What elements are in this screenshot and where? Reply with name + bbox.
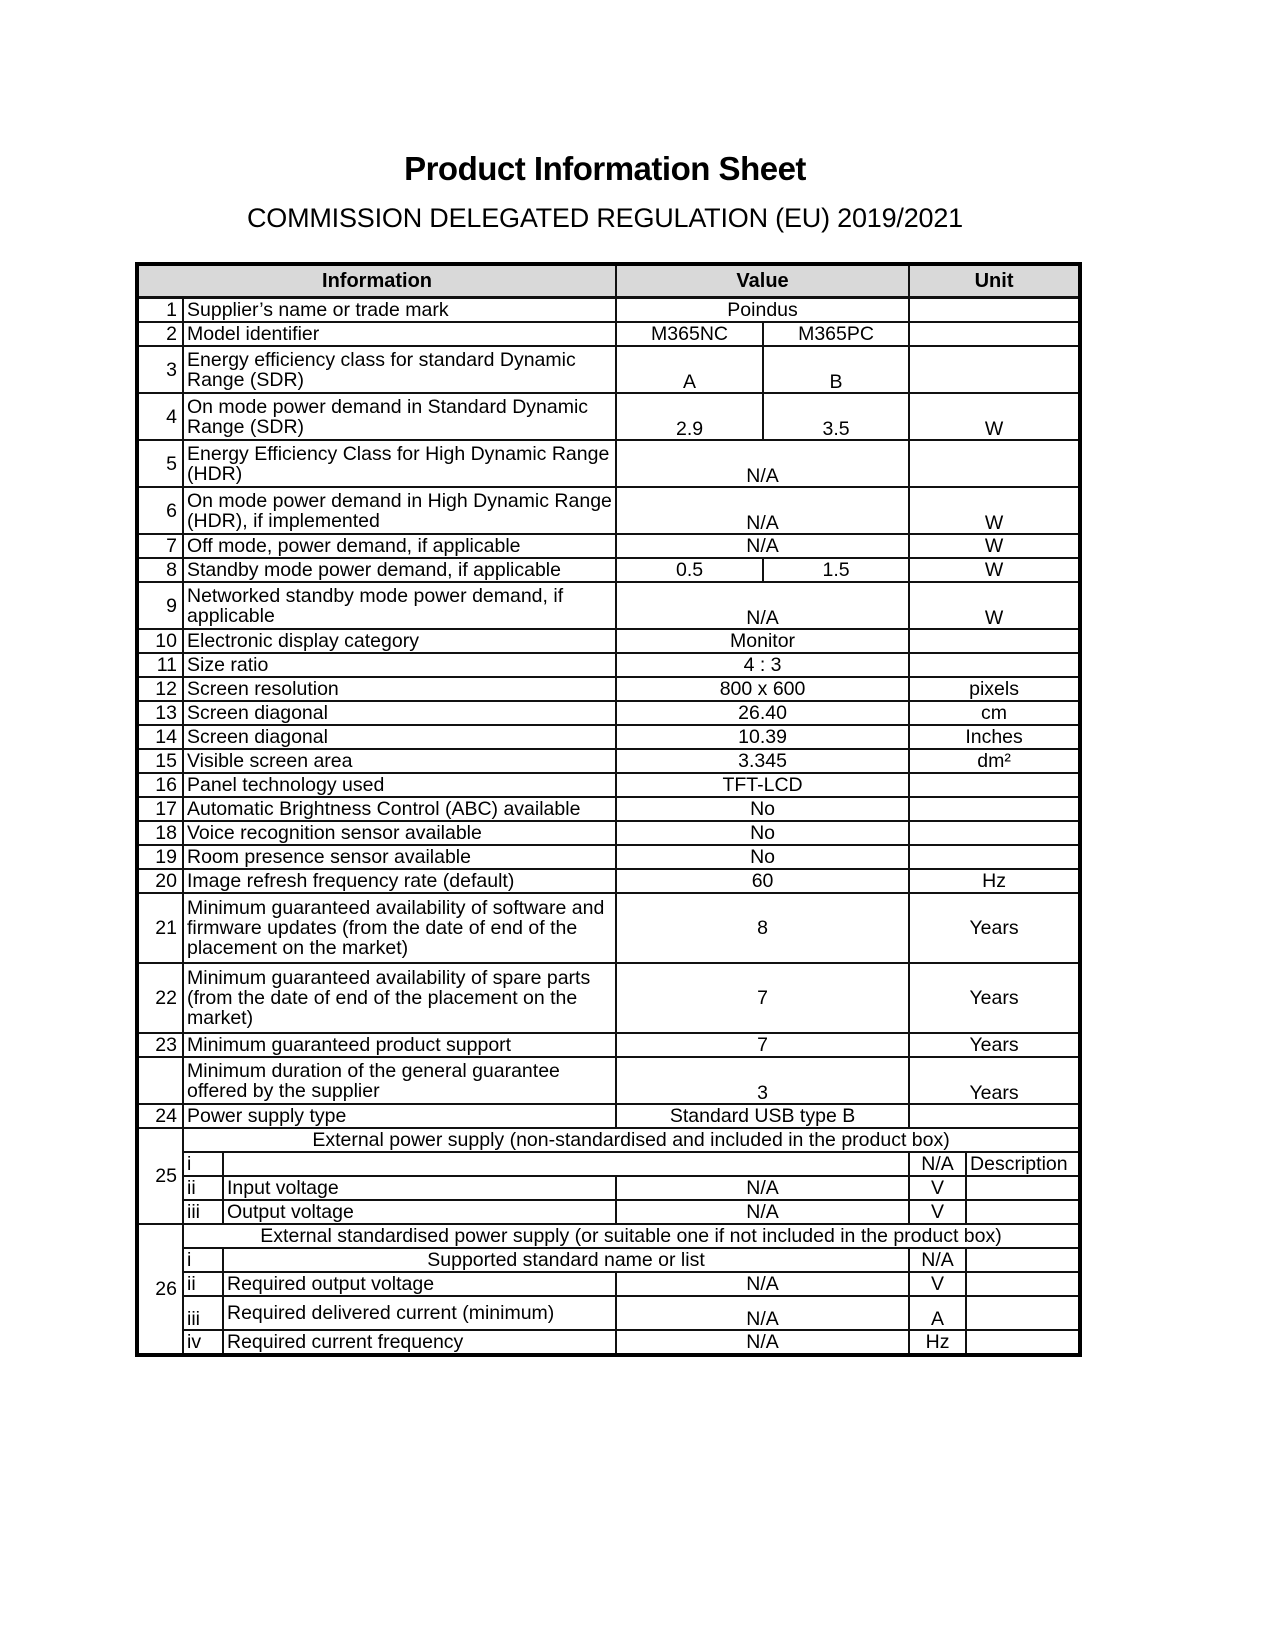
- sub-row-label: Supported standard name or list: [223, 1248, 909, 1272]
- table-row: [137, 1176, 1080, 1200]
- sub-row-label: Input voltage: [223, 1176, 616, 1200]
- row-value: 10.39: [616, 725, 909, 749]
- row-number: 2: [137, 322, 183, 346]
- row-unit: W: [909, 558, 1080, 582]
- column-header-unit: Unit: [909, 264, 1080, 298]
- row-number: 7: [137, 534, 183, 558]
- row-unit: [909, 322, 1080, 346]
- row-info: Energy Efficiency Class for High Dynamic Range (HDR): [183, 440, 616, 487]
- sub-row-roman: iv: [183, 1330, 223, 1355]
- row-number: 21: [137, 893, 183, 963]
- sub-row-label: Output voltage: [223, 1200, 616, 1224]
- row-value: N/A: [616, 582, 909, 629]
- table-row: [137, 346, 1080, 393]
- row-info: Screen resolution: [183, 677, 616, 701]
- row-info: Voice recognition sensor available: [183, 821, 616, 845]
- sub-row-unit: N/A: [909, 1248, 966, 1272]
- row-number: 10: [137, 629, 183, 653]
- table-row: [137, 440, 1080, 487]
- row-unit: W: [909, 534, 1080, 558]
- table-row: [137, 701, 1080, 725]
- row-number: 17: [137, 797, 183, 821]
- sub-row-unit: V: [909, 1176, 966, 1200]
- sub-row-extra: [966, 1330, 1080, 1355]
- sub-row-label: Required current frequency: [223, 1330, 616, 1355]
- table-row: [137, 963, 1080, 1033]
- section-26-heading: External standardised power supply (or suitable one if not included in the product box): [183, 1224, 1080, 1248]
- sub-row-unit: V: [909, 1272, 966, 1296]
- row-value-model-b: M365PC: [763, 322, 909, 346]
- section-26-heading-row: [137, 1224, 1080, 1248]
- column-header-value: Value: [616, 264, 909, 298]
- row-info: Off mode, power demand, if applicable: [183, 534, 616, 558]
- table-row: [137, 582, 1080, 629]
- table-row: [137, 845, 1080, 869]
- table-row: [137, 797, 1080, 821]
- sub-row-label: Required delivered current (minimum): [223, 1296, 616, 1330]
- row-number: 14: [137, 725, 183, 749]
- table-row: [137, 322, 1080, 346]
- sub-row-roman: ii: [183, 1272, 223, 1296]
- row-value: N/A: [616, 534, 909, 558]
- row-number: 22: [137, 963, 183, 1033]
- row-number: 13: [137, 701, 183, 725]
- row-unit: [909, 440, 1080, 487]
- sub-row-unit: Hz: [909, 1330, 966, 1355]
- sub-row-value: N/A: [616, 1296, 909, 1330]
- sub-row-description: Description: [966, 1152, 1080, 1176]
- sub-row-roman: iii: [183, 1296, 223, 1330]
- row-number: 26: [137, 1224, 183, 1355]
- row-unit: cm: [909, 701, 1080, 725]
- row-value: 800 x 600: [616, 677, 909, 701]
- sub-row-roman: i: [183, 1248, 223, 1272]
- section-25-heading-row: [137, 1128, 1080, 1152]
- row-number: 8: [137, 558, 183, 582]
- row-number: 23: [137, 1033, 183, 1057]
- row-number: 18: [137, 821, 183, 845]
- table-row: [137, 1200, 1080, 1224]
- table-row: [137, 653, 1080, 677]
- row-info: Minimum duration of the general guarantee offered by the supplier: [183, 1057, 616, 1104]
- table-row: [137, 1330, 1080, 1355]
- row-info: Minimum guaranteed product support: [183, 1033, 616, 1057]
- column-header-information: Information: [137, 264, 616, 298]
- table-row: [137, 749, 1080, 773]
- row-value: TFT-LCD: [616, 773, 909, 797]
- table-row: [137, 1248, 1080, 1272]
- section-25-heading: External power supply (non-standardised and included in the product box): [183, 1128, 1080, 1152]
- row-number: 12: [137, 677, 183, 701]
- row-value: 7: [616, 963, 909, 1033]
- row-value: 3.345: [616, 749, 909, 773]
- row-unit: Years: [909, 893, 1080, 963]
- sub-row-unit: N/A: [909, 1152, 966, 1176]
- row-number: 20: [137, 869, 183, 893]
- row-number: [137, 1057, 183, 1104]
- sub-row-value: N/A: [616, 1330, 909, 1355]
- row-value: N/A: [616, 440, 909, 487]
- row-info: Panel technology used: [183, 773, 616, 797]
- table-row: [137, 629, 1080, 653]
- row-unit: pixels: [909, 677, 1080, 701]
- table-row: [137, 1296, 1080, 1330]
- sub-row-label: [223, 1152, 909, 1176]
- row-value-model-b: B: [763, 346, 909, 393]
- row-info: Energy efficiency class for standard Dynamic Range (SDR): [183, 346, 616, 393]
- table-row: [137, 558, 1080, 582]
- row-unit: [909, 653, 1080, 677]
- regulation-subtitle: COMMISSION DELEGATED REGULATION (EU) 2019/2021: [247, 203, 963, 233]
- row-info: Screen diagonal: [183, 701, 616, 725]
- row-unit: Years: [909, 1057, 1080, 1104]
- row-unit: W: [909, 393, 1080, 440]
- row-value: Monitor: [616, 629, 909, 653]
- table-row: [137, 487, 1080, 534]
- row-unit: [909, 845, 1080, 869]
- row-value: 3: [616, 1057, 909, 1104]
- row-unit: W: [909, 582, 1080, 629]
- table-row: [137, 821, 1080, 845]
- row-info: Networked standby mode power demand, if applicable: [183, 582, 616, 629]
- row-value: 8: [616, 893, 909, 963]
- sub-row-unit: A: [909, 1296, 966, 1330]
- row-info: Standby mode power demand, if applicable: [183, 558, 616, 582]
- table-row: [137, 298, 1080, 323]
- row-number: 19: [137, 845, 183, 869]
- table-row: [137, 1033, 1080, 1057]
- product-info-table: [135, 262, 1082, 1357]
- row-value: No: [616, 845, 909, 869]
- row-value-model-b: 1.5: [763, 558, 909, 582]
- row-info: On mode power demand in Standard Dynamic Range (SDR): [183, 393, 616, 440]
- row-number: 15: [137, 749, 183, 773]
- row-info: Power supply type: [183, 1104, 616, 1128]
- row-value: 26.40: [616, 701, 909, 725]
- row-info: Automatic Brightness Control (ABC) available: [183, 797, 616, 821]
- row-unit: [909, 1104, 1080, 1128]
- row-unit: Hz: [909, 869, 1080, 893]
- row-value: N/A: [616, 487, 909, 534]
- row-number: 1: [137, 298, 183, 323]
- sub-row-extra: [966, 1176, 1080, 1200]
- row-number: 6: [137, 487, 183, 534]
- row-value-model-a: A: [616, 346, 763, 393]
- row-value: No: [616, 797, 909, 821]
- row-unit: [909, 298, 1080, 323]
- sub-row-roman: i: [183, 1152, 223, 1176]
- sub-row-extra: [966, 1200, 1080, 1224]
- row-value-model-b: 3.5: [763, 393, 909, 440]
- row-value-model-a: 2.9: [616, 393, 763, 440]
- row-unit: dm²: [909, 749, 1080, 773]
- row-info: Size ratio: [183, 653, 616, 677]
- row-value: Poindus: [616, 298, 909, 323]
- table-row: [137, 773, 1080, 797]
- sub-row-value: N/A: [616, 1272, 909, 1296]
- row-number: 9: [137, 582, 183, 629]
- table-header-row: [137, 264, 1080, 298]
- row-unit: [909, 629, 1080, 653]
- row-unit: Years: [909, 1033, 1080, 1057]
- table-row: [137, 393, 1080, 440]
- row-value: No: [616, 821, 909, 845]
- table-row: [137, 725, 1080, 749]
- row-unit: W: [909, 487, 1080, 534]
- table-row: [137, 893, 1080, 963]
- row-info: Image refresh frequency rate (default): [183, 869, 616, 893]
- sub-row-label: Required output voltage: [223, 1272, 616, 1296]
- row-value-model-a: 0.5: [616, 558, 763, 582]
- table-row: [137, 869, 1080, 893]
- sub-row-extra: [966, 1272, 1080, 1296]
- row-value: 7: [616, 1033, 909, 1057]
- row-unit: [909, 773, 1080, 797]
- row-number: 11: [137, 653, 183, 677]
- row-info: Model identifier: [183, 322, 616, 346]
- row-info: Electronic display category: [183, 629, 616, 653]
- row-value: 60: [616, 869, 909, 893]
- table-row: [137, 1057, 1080, 1104]
- sub-row-unit: V: [909, 1200, 966, 1224]
- row-info: Minimum guaranteed availability of spare parts (from the date of end of the placement on the market): [183, 963, 616, 1033]
- row-number: 3: [137, 346, 183, 393]
- row-info: Supplier’s name or trade mark: [183, 298, 616, 323]
- row-value: 4 : 3: [616, 653, 909, 677]
- sub-row-roman: iii: [183, 1200, 223, 1224]
- row-info: Visible screen area: [183, 749, 616, 773]
- table-row: [137, 1272, 1080, 1296]
- row-unit: [909, 346, 1080, 393]
- row-number: 16: [137, 773, 183, 797]
- row-info: Screen diagonal: [183, 725, 616, 749]
- table-row: [137, 1152, 1080, 1176]
- table-row: [137, 677, 1080, 701]
- row-info: Room presence sensor available: [183, 845, 616, 869]
- row-number: 25: [137, 1128, 183, 1224]
- row-unit: Years: [909, 963, 1080, 1033]
- table-row: [137, 1104, 1080, 1128]
- table-row: [137, 534, 1080, 558]
- row-value: Standard USB type B: [616, 1104, 909, 1128]
- sub-row-extra: [966, 1296, 1080, 1330]
- row-unit: [909, 821, 1080, 845]
- row-info: On mode power demand in High Dynamic Range (HDR), if implemented: [183, 487, 616, 534]
- page-title: Product Information Sheet: [404, 150, 806, 187]
- row-info: Minimum guaranteed availability of software and firmware updates (from the date of end of the placement on the market): [183, 893, 616, 963]
- row-unit: [909, 797, 1080, 821]
- row-number: 4: [137, 393, 183, 440]
- sub-row-value: N/A: [616, 1200, 909, 1224]
- row-unit: Inches: [909, 725, 1080, 749]
- sub-row-value: N/A: [616, 1176, 909, 1200]
- sub-row-extra: [966, 1248, 1080, 1272]
- row-number: 24: [137, 1104, 183, 1128]
- sub-row-roman: ii: [183, 1176, 223, 1200]
- row-value-model-a: M365NC: [616, 322, 763, 346]
- row-number: 5: [137, 440, 183, 487]
